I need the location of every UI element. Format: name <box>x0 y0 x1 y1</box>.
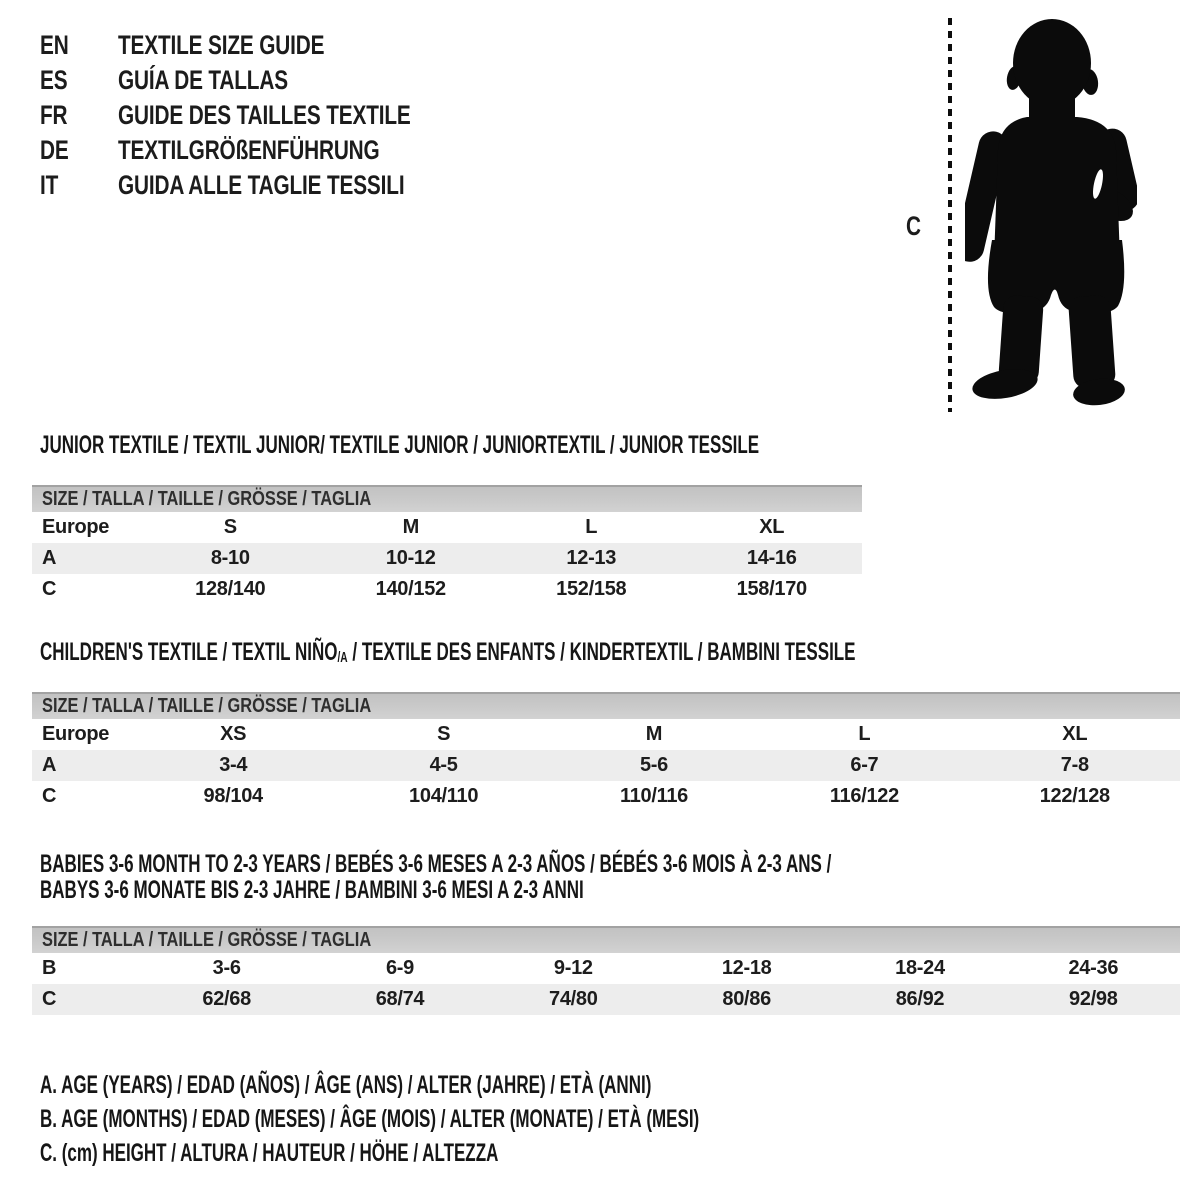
lang-code: IT <box>40 170 59 200</box>
row-label: C <box>42 988 57 1010</box>
table-cell: 74/80 <box>549 988 598 1010</box>
row-label: Europe <box>42 723 110 745</box>
table-cell: 5-6 <box>639 754 668 776</box>
table-cell: M <box>402 516 419 538</box>
legend-line-b: B. AGE (MONTHS) / EDAD (MESES) / ÂGE (MOIS) / ALTER (MONATE) / ETÀ (MESI) <box>40 1105 700 1133</box>
table-cell: 92/98 <box>1069 988 1118 1010</box>
row-label: C <box>42 785 57 807</box>
lang-row-de <box>40 133 498 168</box>
lang-title: GUIDA ALLE TAGLIE TESSILI <box>118 170 405 200</box>
lang-row-fr <box>40 98 498 133</box>
table-cell: 128/140 <box>195 578 266 600</box>
lang-title: GUÍA DE TALLAS <box>118 65 288 95</box>
table-cell: XL <box>759 516 785 538</box>
table-cell: L <box>585 516 598 538</box>
row-label: C <box>42 578 57 600</box>
section-title-junior: JUNIOR TEXTILE / TEXTIL JUNIOR/ TEXTILE JUNIOR / JUNIORTEXTIL / JUNIOR TESSILE <box>40 431 760 459</box>
table-cell: 24-36 <box>1068 957 1119 979</box>
table-cell: 12-18 <box>721 957 772 979</box>
babies-size-table <box>32 926 1180 1015</box>
table-cell: 10-12 <box>385 547 436 569</box>
toddler-silhouette <box>965 18 1137 414</box>
measurement-legend <box>40 1068 1009 1170</box>
table-cell: 14-16 <box>746 547 797 569</box>
height-measure-label: C <box>906 211 922 241</box>
row-label: Europe <box>42 516 110 538</box>
toddler-silhouette-shape <box>965 19 1137 408</box>
table-cell: 12-13 <box>566 547 617 569</box>
table-row-age <box>32 750 1180 781</box>
row-label: A <box>42 547 57 569</box>
table-cell: 98/104 <box>203 785 263 807</box>
table-header-bar: SIZE / TALLA / TAILLE / GRÖSSE / TAGLIA <box>32 692 1180 719</box>
table-cell: 6-7 <box>850 754 879 776</box>
table-cell: 62/68 <box>202 988 251 1010</box>
row-label: A <box>42 754 57 776</box>
height-measure-dashed-line <box>948 18 952 412</box>
row-label: B <box>42 957 57 979</box>
table-cell: S <box>437 723 451 745</box>
table-cell: 152/158 <box>556 578 627 600</box>
table-cell: 3-4 <box>219 754 248 776</box>
table-cell: 122/128 <box>1039 785 1110 807</box>
table-cell: 6-9 <box>385 957 414 979</box>
table-cell: 8-10 <box>210 547 250 569</box>
table-header-bar: SIZE / TALLA / TAILLE / GRÖSSE / TAGLIA <box>32 485 862 512</box>
table-row-height <box>32 574 862 605</box>
table-cell: 9-12 <box>553 957 593 979</box>
table-cell: 18-24 <box>895 957 945 979</box>
table-cell: 116/122 <box>829 785 899 807</box>
table-cell: 86/92 <box>895 988 945 1010</box>
table-row-height <box>32 781 1180 812</box>
table-row-europe <box>32 719 1180 750</box>
lang-title: GUIDE DES TAILLES TEXTILE <box>118 100 411 130</box>
junior-size-table <box>32 485 862 605</box>
table-cell: M <box>645 723 663 745</box>
table-cell: L <box>858 723 871 745</box>
lang-code: FR <box>40 100 68 130</box>
lang-row-es <box>40 63 498 98</box>
lang-row-en <box>40 28 498 63</box>
lang-title: TEXTILGRÖßENFÜHRUNG <box>118 135 380 165</box>
lang-code: EN <box>40 30 69 60</box>
table-row-europe <box>32 512 862 543</box>
table-cell: 110/116 <box>619 785 688 807</box>
legend-line-c: C. (cm) HEIGHT / ALTURA / HAUTEUR / HÖHE / ALTEZZA <box>40 1139 499 1167</box>
table-row-age <box>32 543 862 574</box>
table-row-months <box>32 953 1180 984</box>
section-title-children: CHILDREN'S TEXTILE / TEXTIL NIÑO/A / TEXTILE DES ENFANTS / KINDERTEXTIL / BAMBINI TESSILE <box>40 638 856 666</box>
table-cell: XL <box>1062 723 1088 745</box>
lang-row-it <box>40 168 498 203</box>
table-cell: 104/110 <box>409 785 479 807</box>
lang-title: TEXTILE SIZE GUIDE <box>118 30 325 60</box>
lang-code: ES <box>40 65 68 95</box>
legend-line-a: A. AGE (YEARS) / EDAD (AÑOS) / ÂGE (ANS) / ALTER (JAHRE) / ETÀ (ANNI) <box>40 1071 652 1099</box>
table-cell: 80/86 <box>722 988 771 1010</box>
table-cell: 4-5 <box>429 754 458 776</box>
table-cell: 7-8 <box>1060 754 1089 776</box>
language-title-list <box>40 28 498 203</box>
lang-code: DE <box>40 135 69 165</box>
table-header-bar: SIZE / TALLA / TAILLE / GRÖSSE / TAGLIA <box>32 926 1180 953</box>
table-cell: 68/74 <box>375 988 425 1010</box>
table-row-height <box>32 984 1180 1015</box>
table-cell: XS <box>220 723 247 745</box>
table-cell: 140/152 <box>375 578 446 600</box>
table-cell: 3-6 <box>212 957 241 979</box>
table-cell: S <box>223 516 237 538</box>
table-cell: 158/170 <box>736 578 807 600</box>
gender-suffix: /A <box>337 649 348 666</box>
section-title-babies: BABIES 3-6 MONTH TO 2-3 YEARS / BEBÉS 3-6 MESES A 2-3 AÑOS / BÉBÉS 3-6 MOIS À 2-3 ANS / BABYS 3-6 MONATE BIS 2-3 JAHRE / BAMBINI 3-6 MESI A 2-3 ANNI <box>40 850 832 904</box>
children-size-table <box>32 692 1180 812</box>
